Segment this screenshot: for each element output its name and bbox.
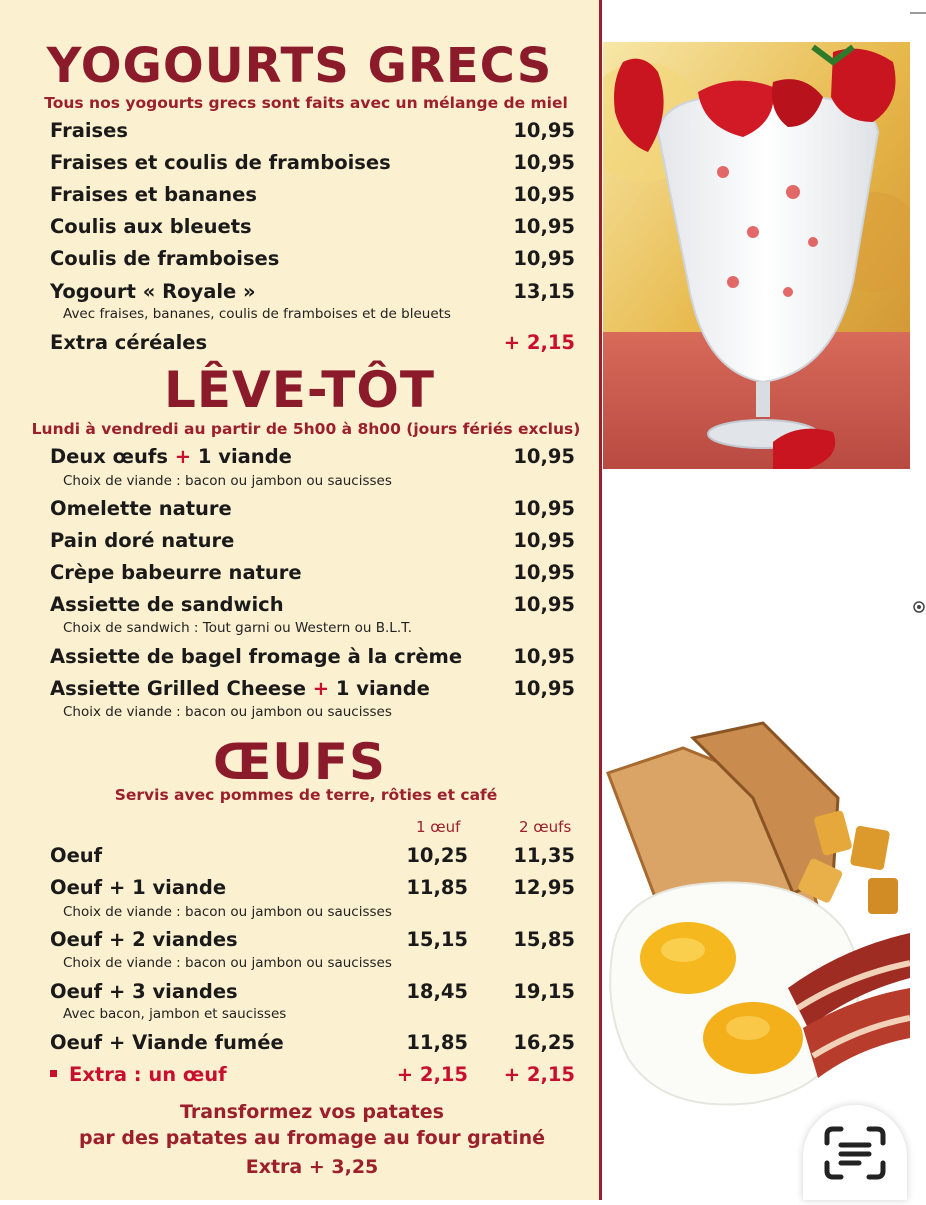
item-note: Choix de viande : bacon ou jambon ou saucisses: [63, 473, 392, 489]
item-name: Oeuf: [50, 844, 103, 867]
text-scan-icon: [803, 1105, 907, 1200]
item-price: 10,95: [513, 215, 575, 238]
item-name: Assiette de bagel fromage à la crème: [50, 645, 463, 668]
item-price-2-eggs: 16,25: [513, 1031, 575, 1054]
item-price: 10,95: [513, 677, 575, 700]
item-name: Extra : un œuf: [50, 1063, 227, 1086]
promo-line: par des patates au fromage au four gratiné: [78, 1127, 545, 1149]
item-price-1-egg: 11,85: [406, 876, 468, 899]
item-note: Choix de sandwich : Tout garni ou Western ou B.L.T.: [63, 620, 413, 636]
item-note: Choix de viande : bacon ou jambon ou saucisses: [63, 955, 392, 971]
eggs-title: ŒUFS: [212, 733, 387, 791]
item-price: 10,95: [513, 561, 575, 584]
menu-item: [50, 331, 575, 357]
item-name: Crèpe babeurre nature: [50, 561, 302, 584]
item-price: 10,95: [513, 593, 575, 616]
menu-item: [50, 980, 575, 1006]
item-name: Yogourt « Royale »: [50, 280, 256, 303]
menu-item: [50, 876, 575, 902]
early-subtitle: Lundi à vendredi au partir de 5h00 à 8h00 (jours fériés exclus): [31, 420, 581, 438]
item-name: Coulis aux bleuets: [50, 215, 252, 238]
item-price-2-eggs: 15,85: [513, 928, 575, 951]
breakfast-illustration: [603, 718, 910, 1120]
menu-item: [50, 844, 575, 870]
item-price-1-egg: 18,45: [406, 980, 468, 1003]
item-price-1-egg: 15,15: [406, 928, 468, 951]
menu-item: [50, 677, 575, 703]
item-name: Coulis de framboises: [50, 247, 280, 270]
menu-item: [50, 183, 575, 209]
item-name: Omelette nature: [50, 497, 232, 520]
item-price: 10,95: [513, 645, 575, 668]
menu-item: [50, 445, 575, 471]
item-name: Extra céréales: [50, 331, 208, 354]
panel-divider: [599, 0, 602, 1200]
item-price-1-egg: 10,25: [406, 844, 468, 867]
item-price-2-eggs: 12,95: [513, 876, 575, 899]
column-header-1-egg: 1 œuf: [416, 818, 461, 836]
item-price-1-egg: 11,85: [406, 1031, 468, 1054]
item-price: + 2,15: [503, 331, 575, 354]
item-note: Avec fraises, bananes, coulis de framboises et de bleuets: [63, 306, 451, 322]
item-note: Choix de viande : bacon ou jambon ou saucisses: [63, 904, 392, 920]
item-name: Fraises et coulis de framboises: [50, 151, 391, 174]
column-header-2-eggs: 2 œufs: [519, 818, 572, 836]
item-name: Oeuf + 2 viandes: [50, 928, 238, 951]
item-price-2-eggs: 11,35: [513, 844, 575, 867]
item-price-1-egg: + 2,15: [396, 1063, 468, 1086]
menu-item: [50, 215, 575, 241]
yogurt-title: YOGOURTS GRECS: [46, 38, 553, 94]
item-name: Assiette de sandwich: [50, 593, 284, 616]
item-name: Fraises et bananes: [50, 183, 257, 206]
promo-price: Extra + 3,25: [245, 1156, 379, 1178]
page-scroll-handle[interactable]: [912, 600, 926, 614]
item-name: Oeuf + Viande fumée: [50, 1031, 284, 1054]
item-price: 10,95: [513, 183, 575, 206]
item-price: 10,95: [513, 119, 575, 142]
menu-item: [50, 247, 575, 273]
yogurt-parfait-illustration: [603, 42, 910, 469]
toolbar-line: [910, 12, 926, 14]
menu-item: [50, 928, 575, 954]
menu-item: [50, 561, 575, 587]
eggs-subtitle: Servis avec pommes de terre, rôties et café: [114, 786, 498, 804]
promo-line: Transformez vos patates: [180, 1101, 444, 1123]
menu-item: [50, 151, 575, 177]
item-name: Oeuf + 1 viande: [50, 876, 227, 899]
menu-item: [50, 497, 575, 523]
early-title: LÊVE-TÔT: [164, 361, 435, 419]
crosshair-icon: [912, 600, 926, 614]
menu-item: [50, 529, 575, 555]
menu-item: [50, 280, 575, 306]
item-price: 13,15: [513, 280, 575, 303]
item-name: Fraises: [50, 119, 128, 142]
item-note: Avec bacon, jambon et saucisses: [63, 1006, 287, 1022]
item-name: Assiette Grilled Cheese + 1 viande: [50, 677, 430, 700]
yogurt-parfait-photo: [603, 42, 910, 469]
menu-item: [50, 119, 575, 145]
menu-item-extra: [50, 1063, 575, 1089]
item-price: 10,95: [513, 151, 575, 174]
text-scan-button[interactable]: [803, 1105, 907, 1200]
menu-item: [50, 645, 575, 671]
menu-item: [50, 593, 575, 619]
eggs-bacon-toast-photo: [603, 718, 910, 1120]
yogurt-subtitle: Tous nos yogourts grecs sont faits avec un mélange de miel: [44, 94, 568, 112]
item-name: Deux œufs + 1 viande: [50, 445, 292, 468]
menu-item: [50, 1031, 575, 1057]
item-name: Oeuf + 3 viandes: [50, 980, 238, 1003]
item-note: Choix de viande : bacon ou jambon ou saucisses: [63, 704, 392, 720]
bullet-square-icon: [50, 1070, 57, 1077]
item-price: 10,95: [513, 445, 575, 468]
item-price-2-eggs: 19,15: [513, 980, 575, 1003]
item-price-2-eggs: + 2,15: [503, 1063, 575, 1086]
item-name: Pain doré nature: [50, 529, 235, 552]
item-price: 10,95: [513, 247, 575, 270]
item-price: 10,95: [513, 529, 575, 552]
item-price: 10,95: [513, 497, 575, 520]
